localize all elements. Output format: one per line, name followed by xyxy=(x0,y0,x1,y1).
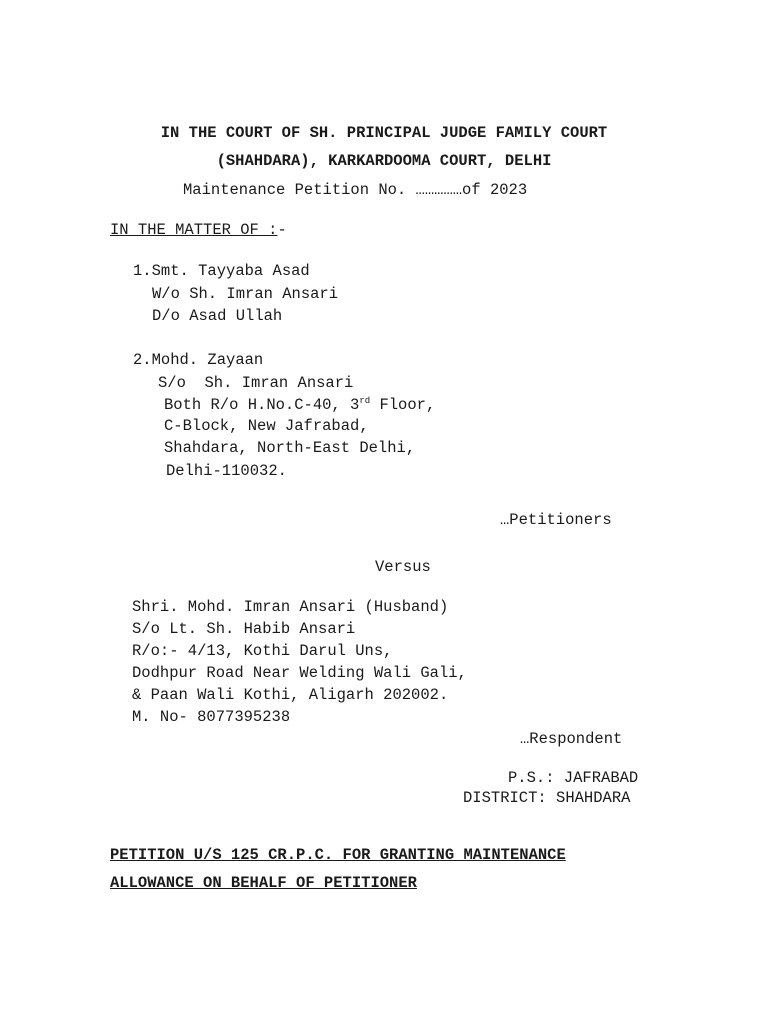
court-title-line1: IN THE COURT OF SH. PRINCIPAL JUDGE FAMILY COURT xyxy=(160,124,608,142)
respondent-label: …Respondent xyxy=(520,730,623,748)
matter-heading xyxy=(110,220,287,240)
petitioner1-wife-of: W/o Sh. Imran Ansari xyxy=(152,285,339,303)
petitioners-label: …Petitioners xyxy=(500,511,612,529)
matter-heading-text: IN THE MATTER OF : xyxy=(110,221,278,239)
petitioner2-address-line2: C-Block, New Jafrabad, xyxy=(164,417,369,435)
respondent-mobile: M. No- 8077395238 xyxy=(132,708,291,726)
petitioner2-son-of: S/o Sh. Imran Ansari xyxy=(158,374,354,392)
matter-heading-suffix: - xyxy=(277,221,287,239)
petitioner1-name: 1.Smt. Tayyaba Asad xyxy=(133,262,310,280)
floor-ordinal: rd xyxy=(359,396,371,406)
petitioner2-address-line1 xyxy=(164,395,435,415)
respondent-address-line2: Dodhpur Road Near Welding Wali Gali, xyxy=(132,664,467,682)
respondent-son-of: S/o Lt. Sh. Habib Ansari xyxy=(132,620,356,638)
address-line1-prefix: Both R/o H.No.C-40, 3 xyxy=(164,396,360,414)
petitioner2-address-line3: Shahdara, North-East Delhi, xyxy=(164,439,416,457)
district: DISTRICT: SHAHDARA xyxy=(463,789,631,807)
respondent-name: Shri. Mohd. Imran Ansari (Husband) xyxy=(132,598,449,616)
petitioner2-address-line4: Delhi-110032. xyxy=(166,462,287,480)
respondent-address-line3: & Paan Wali Kothi, Aligarh 202002. xyxy=(132,686,449,704)
petitioner2-name: 2.Mohd. Zayaan xyxy=(133,351,264,369)
respondent-address-line1: R/o:- 4/13, Kothi Darul Uns, xyxy=(132,642,393,660)
police-station: P.S.: JAFRABAD xyxy=(508,769,639,787)
petition-title-line1: PETITION U/S 125 CR.P.C. FOR GRANTING MAINTENANCE xyxy=(110,846,566,864)
petition-number: Maintenance Petition No. ……………of 2023 xyxy=(183,181,528,199)
versus-label: Versus xyxy=(375,558,431,576)
petitioner1-daughter-of: D/o Asad Ullah xyxy=(152,307,283,325)
petition-title-line2: ALLOWANCE ON BEHALF OF PETITIONER xyxy=(110,874,417,892)
court-title-line2: (SHAHDARA), KARKARDOOMA COURT, DELHI xyxy=(216,152,552,170)
address-line1-suffix: Floor, xyxy=(370,396,436,414)
